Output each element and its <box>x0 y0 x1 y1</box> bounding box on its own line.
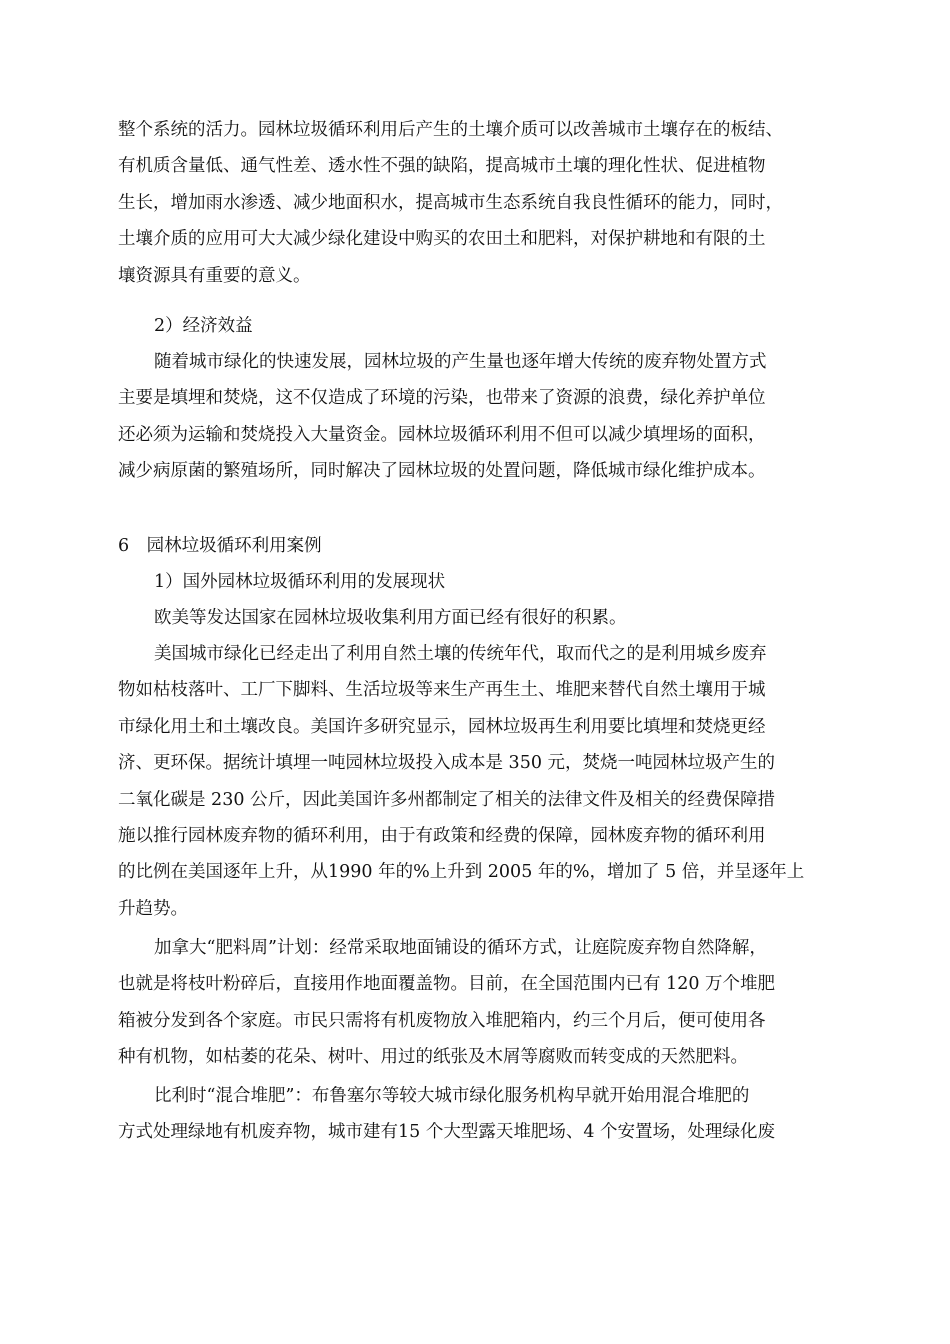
text-line: 济、更环保。据统计填埋一吨园林垃圾投入成本是 350 元，焚烧一吨园林垃圾产生的 <box>118 753 776 774</box>
text-line: 升趋势。 <box>118 898 188 919</box>
text-line: 欧美等发达国家在园林垃圾收集利用方面已经有很好的积累。 <box>154 608 627 628</box>
text-line: 随着城市绿化的快速发展，园林垃圾的产生量也逐年增大传统的废弃物处置方式 <box>154 352 767 372</box>
subsection-1-heading-block <box>118 564 834 600</box>
section-6-heading-block <box>118 528 834 564</box>
text-line: 施以推行园林废弃物的循环利用，由于有政策和经费的保障，园林废弃物的循环利用 <box>118 826 766 847</box>
text-line: 美国城市绿化已经走出了利用自然土壤的传统年代，取而代之的是利用城乡废弃 <box>154 644 767 664</box>
text-line: 种有机物，如枯萎的花朵、树叶、用过的纸张及木屑等腐败而转变成的天然肥料。 <box>118 1047 748 1068</box>
text-line: 生长，增加雨水渗透、减少地面积水，提高城市生态系统自我良性循环的能力，同时， <box>118 192 783 213</box>
text-line: 还必须为运输和焚烧投入大量资金。园林垃圾循环利用不但可以减少填埋场的面积， <box>118 424 766 445</box>
economic-benefit-heading: 2）经济效益 <box>154 316 253 336</box>
usa-paragraph <box>118 636 834 927</box>
intro-paragraph <box>118 600 834 636</box>
economic-benefit-heading-block <box>118 308 834 344</box>
text-line: 整个系统的活力。园林垃圾循环利用后产生的土壤介质可以改善城市土壤存在的板结、 <box>118 120 783 140</box>
text-line: 土壤介质的应用可大大减少绿化建设中购买的农田土和肥料，对保护耕地和有限的土 <box>118 229 766 250</box>
subsection-1-heading: 1）国外园林垃圾循环利用的发展现状 <box>154 572 446 592</box>
text-line: 比利时“混合堆肥”：布鲁塞尔等较大城市绿化服务机构早就开始用混合堆肥的 <box>154 1086 750 1106</box>
section-6-heading: 6 园林垃圾循环利用案例 <box>118 536 322 556</box>
environment-benefit-paragraph-tail <box>118 112 834 294</box>
text-line: 也就是将枝叶粉碎后，直接用作地面覆盖物。目前，在全国范围内已有 120 万个堆肥 <box>118 974 776 995</box>
text-line: 市绿化用土和土壤改良。美国许多研究显示，园林垃圾再生利用要比填埋和焚烧更经 <box>118 716 766 737</box>
text-line: 有机质含量低、通气性差、透水性不强的缺陷，提高城市土壤的理化性状、促进植物 <box>118 156 766 177</box>
text-line: 加拿大“肥料周”计划：经常采取地面铺设的循环方式，让庭院废弃物自然降解， <box>154 938 767 958</box>
economic-benefit-paragraph <box>118 344 834 490</box>
text-line: 主要是填埋和焚烧，这不仅造成了环境的污染，也带来了资源的浪费，绿化养护单位 <box>118 388 766 409</box>
canada-paragraph <box>118 930 834 1076</box>
text-line: 物如枯枝落叶、工厂下脚料、生活垃圾等来生产再生土、堆肥来替代自然土壤用于城 <box>118 680 766 701</box>
text-line: 的比例在美国逐年上升，从1990 年的%上升到 2005 年的%，增加了 5 倍，并呈逐年上 <box>118 862 805 883</box>
text-line: 箱被分发到各个家庭。市民只需将有机废物放入堆肥箱内，约三个月后，便可使用各 <box>118 1010 766 1031</box>
text-line: 方式处理绿地有机废弃物，城市建有15 个大型露天堆肥场、4 个安置场，处理绿化废 <box>118 1122 776 1143</box>
text-line: 壤资源具有重要的意义。 <box>118 265 311 286</box>
text-line: 二氧化碳是 230 公斤，因此美国许多州都制定了相关的法律文件及相关的经费保障措 <box>118 789 776 810</box>
belgium-paragraph <box>118 1078 834 1151</box>
text-line: 减少病原菌的繁殖场所，同时解决了园林垃圾的处置问题，降低城市绿化维护成本。 <box>118 461 766 482</box>
